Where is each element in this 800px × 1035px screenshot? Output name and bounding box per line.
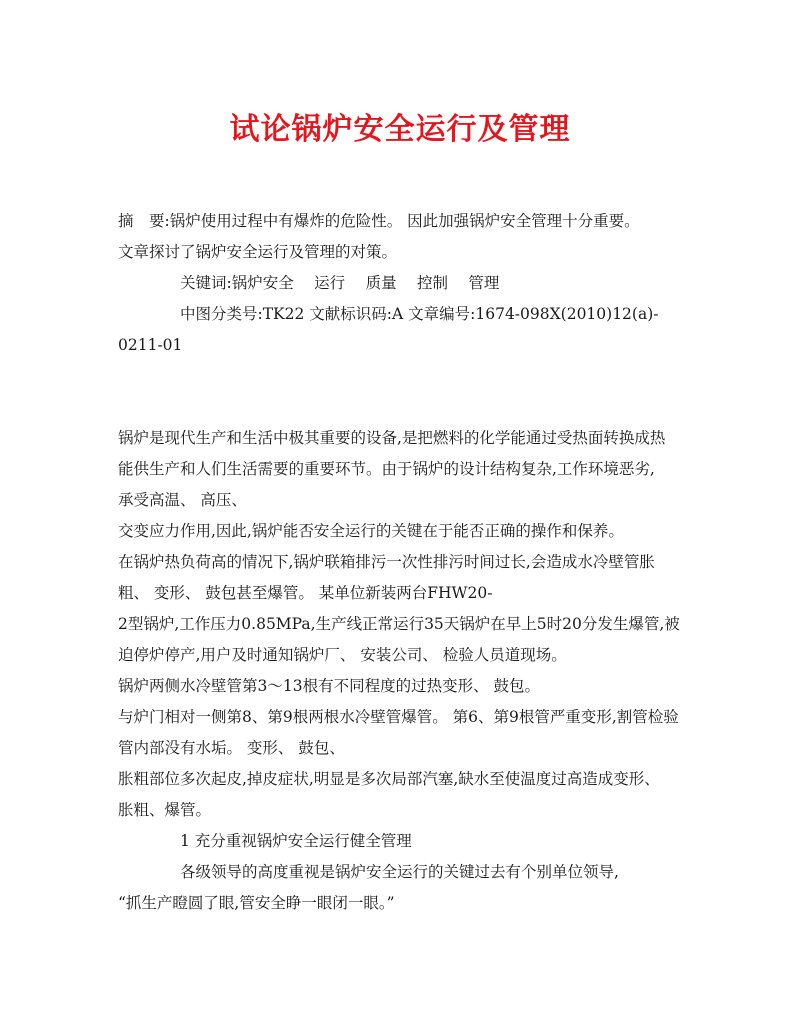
body-line: 锅炉两侧水冷壁管第3～13根有不同程度的过热变形、 鼓包。	[118, 677, 541, 695]
abstract-line-2: 文章探讨了锅炉安全运行及管理的对策。	[118, 243, 398, 261]
section-heading: 1 充分重视锅炉安全运行健全管理	[180, 832, 412, 850]
body-line: 锅炉是现代生产和生活中极其重要的设备,是把燃料的化学能通过受热面转换成热	[118, 429, 666, 447]
body-line: 迫停炉停产,用户及时通知锅炉厂、 安装公司、 检验人员道现场。	[118, 646, 567, 664]
body-line: 能供生产和人们生活需要的重要环节。由于锅炉的设计结构复杂,工作环境恶劣,	[118, 460, 655, 478]
body-line: 胀粗部位多次起皮,掉皮症状,明显是多次局部汽塞,缺水至使温度过高造成变形、	[118, 770, 660, 788]
keywords-line: 关键词:锅炉安全 运行 质量 控制 管理	[180, 274, 500, 292]
abstract-line-1: 摘 要:锅炉使用过程中有爆炸的危险性。 因此加强锅炉安全管理十分重要。	[118, 212, 640, 230]
body-line: 承受高温、 高压、	[118, 491, 247, 509]
body-line: 与炉门相对一侧第8、第9根两根水冷壁管爆管。 第6、第9根管严重变形,割管检验	[118, 708, 679, 726]
body-line: 胀粗、爆管。	[118, 801, 212, 819]
classification-line-1: 中图分类号:TK22 文献标识码:A 文章编号:1674-098X(2010)12(a)-	[180, 305, 659, 323]
article-title: 试论锅炉安全运行及管理	[229, 112, 571, 147]
section-paragraph-line-1: 各级领导的高度重视是锅炉安全运行的关键过去有个别单位领导,	[180, 863, 619, 881]
body-line: 交变应力作用,因此,锅炉能否安全运行的关键在于能否正确的操作和保养。	[118, 522, 624, 540]
section-paragraph-line-2: “抓生产瞪圆了眼,管安全睁一眼闭一眼。”	[118, 894, 395, 912]
classification-line-2: 0211-01	[118, 336, 183, 354]
body-line: 2型锅炉,工作压力0.85MPa,生产线正常运行35天锅炉在早上5时20分发生爆管,被	[118, 615, 680, 633]
body-line: 在锅炉热负荷高的情况下,锅炉联箱排污一次性排污时间过长,会造成水冷壁管胀	[118, 553, 655, 571]
body-line: 管内部没有水垢。 变形、 鼓包、	[118, 739, 345, 757]
body-line: 粗、 变形、 鼓包甚至爆管。 某单位新装两台FHW20-	[118, 584, 493, 602]
